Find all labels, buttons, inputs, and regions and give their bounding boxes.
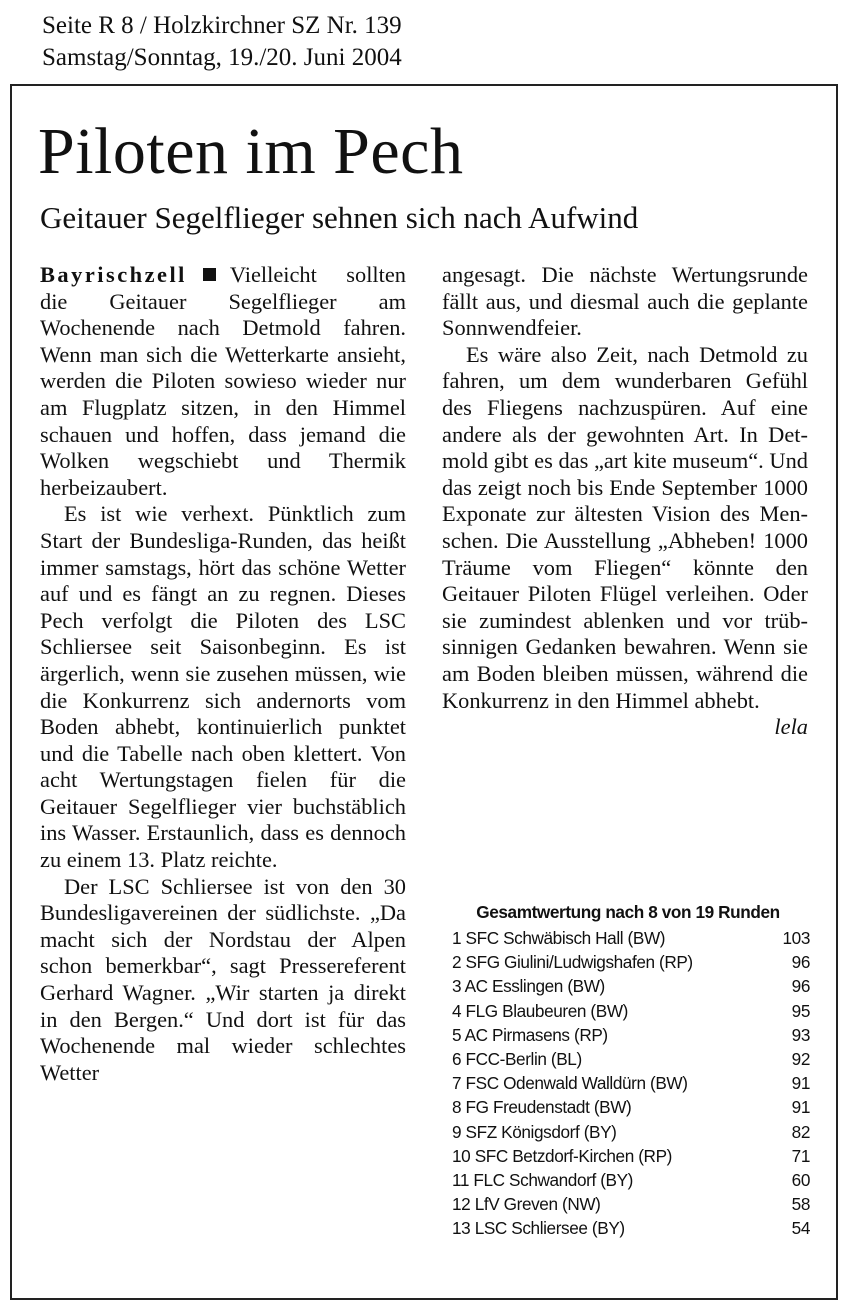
paragraph: Der LSC Schliersee ist von den 30 Bundesligavereinen der südlichste. „Da macht sich der Nordstau der Alpen schon bemerkbar“, sagt Pressereferent Gerhard Wagner. „Wir starten ja direkt in den Bergen.“ Und dort ist für das Wochenende mal wieder schlechtes Wetter [40,873,406,1085]
team-name: 4 FLG Blaubeuren (BW) [452,1000,628,1021]
article-column-1 [40,262,406,1086]
issue-date: Samstag/Sonntag, 19./20. Juni 2004 [42,44,402,71]
article-subtitle: Geitauer Segelflieger sehnen sich nach Aufwind [40,200,639,235]
standings-rows [446,926,810,1241]
team-points: 95 [791,1000,810,1021]
table-row [446,1071,810,1095]
team-points: 58 [791,1194,810,1215]
team-name: 8 FG Freudenstadt (BW) [452,1097,632,1118]
dateline: Bayrischzell [40,262,187,287]
table-row [446,1095,810,1119]
paragraph [442,341,808,740]
team-points: 71 [791,1145,810,1166]
team-name: 3 AC Esslingen (BW) [452,976,605,997]
table-row [446,1144,810,1168]
paragraph [40,262,406,501]
team-name: 5 AC Pirmasens (RP) [452,1024,608,1045]
team-name: 7 FSC Odenwald Walldürn (BW) [452,1073,688,1094]
table-row [446,999,810,1023]
article-title: Piloten im Pech [38,115,464,188]
table-row [446,950,810,974]
standings-title: Gesamtwertung nach 8 von 19 Runden [476,902,780,922]
team-name: 13 LSC Schliersee (BY) [452,1218,625,1239]
page-header [42,10,402,74]
table-row [446,1192,810,1216]
team-name: 11 FLC Schwandorf (BY) [452,1170,633,1191]
team-points: 54 [791,1218,810,1239]
article-column-2 [442,262,808,741]
table-row [446,1216,810,1240]
team-points: 91 [791,1073,810,1094]
paragraph-text: Vielleicht sollten die Geitauer Segelflieger am Wochenende nach Detmold fahren. Wenn man sich die Wetterkarte ansieht, werden die Piloten sowieso wieder nur am Flugplatz sitzen, in den Himmel schauen und hoffen, dass jemand die Wolken wegschiebt und Thermik herbeizaubert. [40,262,406,500]
team-points: 91 [791,1097,810,1118]
team-name: 6 FCC-Berlin (BL) [452,1049,582,1070]
team-points: 93 [791,1024,810,1045]
team-points: 96 [791,976,810,997]
table-row [446,1023,810,1047]
table-row [446,1168,810,1192]
standings-table [446,898,810,1241]
square-bullet-icon [203,268,216,281]
team-points: 96 [791,952,810,973]
team-points: 60 [791,1170,810,1191]
table-row [446,1120,810,1144]
paragraph: Es ist wie verhext. Pünktlich zum Start der Bundesliga-Runden, das heißt immer samstags, hört das schöne Wetter auf und es fängt an zu regnen. Dieses Pech verfolgt die Piloten des LSC Schliersee seit Saisonbeginn. Es ist ärgerlich, wenn sie zusehen müssen, wie die Konkurrenz sich andernorts vom Boden abhebt, kontinuierlich punktet und die Tabelle nach oben klettert. Von acht Wertungstagen fielen für die Geitauer Segelflieger vier buchstäblich ins Wasser. Erstaunlich, dass es dennoch zu einem 13. Platz reichte. [40,501,406,873]
table-row [446,926,810,950]
page-info: Seite R 8 / Holzkirchner SZ Nr. 139 [42,12,402,39]
table-row [446,1047,810,1071]
team-name: 2 SFG Giulini/Ludwigshafen (RP) [452,952,693,973]
team-name: 1 SFC Schwäbisch Hall (BW) [452,928,666,948]
table-row [446,974,810,998]
team-points: 82 [791,1121,810,1142]
paragraph: angesagt. Die nächste Wertungsrunde fällt aus, und diesmal auch die geplante Sonnwendfeier. [442,262,808,341]
team-points: 92 [791,1049,810,1070]
team-name: 9 SFZ Königsdorf (BY) [452,1121,617,1142]
paragraph-text: Es wäre also Zeit, nach Detmold zu fahren, um dem wunderbaren Gefühl des Fliegens nachzuspüren. Auf eine andere als der gewohnten Art. In Detmold gibt es das „art kite museum“. Und das zeigt noch bis Ende September 1000 Exponate zur ältesten Vision des Menschen. Die Ausstellung „Abheben! 1000 Träume vom Fliegen“ könnte den Geitauer Piloten Flügel verleihen. Oder sie zumindest ablenken und vor trübsinnigen Gedanken bewahren. Wenn sie am Boden bleiben müssen, während die Konkurrenz in den Himmel abhebt. [442,341,808,713]
author-signature: lela [774,714,808,740]
team-points: 103 [782,928,810,948]
team-name: 10 SFC Betzdorf-Kirchen (RP) [452,1145,672,1166]
team-name: 12 LfV Greven (NW) [452,1194,601,1215]
